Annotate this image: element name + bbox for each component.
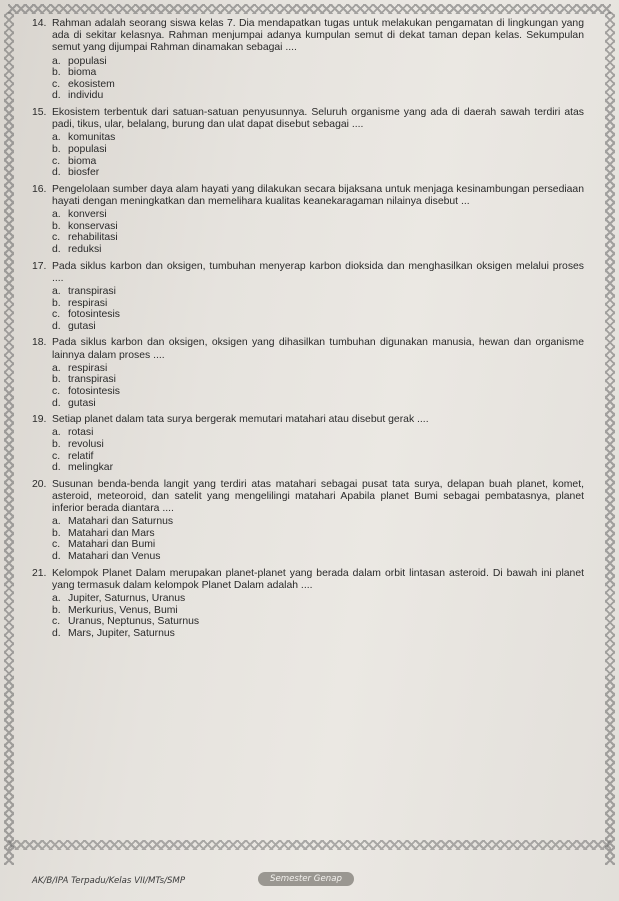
option-text: Uranus, Neptunus, Saturnus bbox=[68, 616, 200, 628]
option-letter: c. bbox=[52, 450, 61, 462]
answer-option bbox=[52, 539, 584, 551]
answer-options bbox=[52, 593, 584, 639]
option-text: populasi bbox=[68, 55, 107, 67]
answer-option bbox=[52, 232, 584, 244]
question-stem bbox=[32, 479, 584, 516]
option-letter: d. bbox=[52, 90, 61, 102]
answer-option bbox=[52, 605, 584, 617]
answer-option bbox=[52, 528, 584, 540]
option-text: individu bbox=[68, 90, 104, 102]
option-letter: d. bbox=[52, 167, 61, 179]
answer-option bbox=[52, 593, 584, 605]
answer-option bbox=[52, 398, 584, 410]
answer-option bbox=[52, 451, 584, 463]
option-text: konversi bbox=[68, 209, 107, 221]
answer-option bbox=[52, 427, 584, 439]
option-text: gutasi bbox=[68, 320, 96, 332]
answer-option bbox=[52, 374, 584, 386]
option-text: relatif bbox=[68, 450, 94, 462]
option-text: biosfer bbox=[68, 167, 100, 179]
option-letter: c. bbox=[52, 616, 61, 628]
option-text: bioma bbox=[68, 67, 97, 79]
option-letter: d. bbox=[52, 243, 61, 255]
page-footer bbox=[0, 868, 619, 894]
option-text: respirasi bbox=[68, 362, 108, 374]
answer-options bbox=[52, 516, 584, 562]
option-letter: a. bbox=[52, 362, 61, 374]
decorative-border-right bbox=[605, 12, 615, 865]
question-number: 17. bbox=[32, 260, 47, 272]
question-number: 18. bbox=[32, 337, 47, 349]
option-letter: a. bbox=[52, 593, 61, 605]
answer-option bbox=[52, 90, 584, 102]
answer-option bbox=[52, 616, 584, 628]
option-text: komunitas bbox=[68, 132, 116, 144]
option-text: respirasi bbox=[68, 297, 108, 309]
answer-option bbox=[52, 209, 584, 221]
question-text: Kelompok Planet Dalam merupakan planet-planet yang berada dalam orbit lintasan asteroid. Di bawah ini planet yang termasuk dalam kelompok Planet Dalam adalah .... bbox=[52, 567, 584, 591]
question-text: Pada siklus karbon dan oksigen, oksigen yang dihasilkan tumbuhan digunakan manusia, hewan dan organisme lainnya dalam proses .... bbox=[52, 337, 584, 361]
option-text: fotosintesis bbox=[68, 309, 120, 321]
option-text: rehabilitasi bbox=[68, 232, 118, 244]
option-letter: d. bbox=[52, 551, 61, 563]
question-item bbox=[32, 568, 584, 640]
option-letter: c. bbox=[52, 78, 61, 90]
option-letter: d. bbox=[52, 320, 61, 332]
option-letter: b. bbox=[52, 220, 61, 232]
answer-option bbox=[52, 167, 584, 179]
question-stem bbox=[32, 18, 584, 55]
option-letter: a. bbox=[52, 427, 61, 439]
question-text: Susunan benda-benda langit yang terdiri atas matahari sebagai pusat tata surya, delapan buah planet, komet, asteroid, meteoroid, dan satelit yang mengelilingi matahari Apabila planet Bumi sebagai pembatasnya, planet inferior berada diantara .... bbox=[52, 478, 584, 515]
question-item bbox=[32, 18, 584, 102]
answer-option bbox=[52, 309, 584, 321]
option-text: Jupiter, Saturnus, Uranus bbox=[68, 593, 186, 605]
option-letter: c. bbox=[52, 539, 61, 551]
question-text: Ekosistem terbentuk dari satuan-satuan penyusunnya. Seluruh organisme yang ada di daerah sawah terdiri atas padi, tikus, ular, belalang, burung dan ulat dapat disebut sebagai .... bbox=[52, 106, 584, 131]
option-text: gutasi bbox=[68, 397, 96, 409]
answer-options bbox=[52, 56, 584, 102]
answer-option bbox=[52, 221, 584, 233]
answer-options bbox=[52, 209, 584, 255]
answer-option bbox=[52, 144, 584, 156]
question-item bbox=[32, 479, 584, 563]
option-letter: d. bbox=[52, 627, 61, 639]
question-item bbox=[32, 184, 584, 256]
answer-options bbox=[52, 132, 584, 178]
option-letter: b. bbox=[52, 143, 61, 155]
answer-option bbox=[52, 56, 584, 68]
decorative-border-top bbox=[8, 4, 611, 14]
option-letter: b. bbox=[52, 604, 61, 616]
answer-option bbox=[52, 298, 584, 310]
answer-option bbox=[52, 286, 584, 298]
footer-course-code: AK/B/IPA Terpadu/Kelas VII/MTs/SMP bbox=[32, 876, 186, 886]
decorative-border-bottom bbox=[8, 840, 611, 850]
option-text: Merkurius, Venus, Bumi bbox=[68, 604, 178, 616]
option-letter: c. bbox=[52, 155, 61, 167]
question-text: Pada siklus karbon dan oksigen, tumbuhan menyerap karbon dioksida dan menghasilkan oksigen melalui proses .... bbox=[52, 260, 584, 284]
option-text: rotasi bbox=[68, 427, 94, 439]
question-number: 16. bbox=[32, 183, 47, 195]
question-text: Setiap planet dalam tata surya bergerak memutari matahari atau disebut gerak .... bbox=[52, 414, 429, 426]
option-text: ekosistem bbox=[68, 78, 115, 90]
question-stem bbox=[32, 184, 584, 208]
question-stem bbox=[32, 107, 584, 131]
answer-option bbox=[52, 244, 584, 256]
question-text: Rahman adalah seorang siswa kelas 7. Dia mendapatkan tugas untuk melakukan pengamatan di lingkungan yang ada di sekitar kelasnya. Rahman menjumpai adanya kumpulan semut di dekat taman depan kelas. Sekumpulan semut yang dijumpai Rahman dinamakan sebagai .... bbox=[52, 18, 584, 54]
option-letter: b. bbox=[52, 374, 61, 386]
question-item bbox=[32, 414, 584, 474]
answer-option bbox=[52, 79, 584, 91]
answer-option bbox=[52, 551, 584, 563]
question-number: 14. bbox=[32, 18, 47, 29]
option-letter: a. bbox=[52, 55, 61, 67]
option-letter: b. bbox=[52, 527, 61, 539]
answer-option bbox=[52, 516, 584, 528]
option-text: reduksi bbox=[68, 243, 102, 255]
question-list bbox=[32, 18, 584, 644]
question-number: 19. bbox=[32, 414, 47, 426]
answer-option bbox=[52, 363, 584, 375]
answer-option bbox=[52, 321, 584, 333]
answer-options bbox=[52, 427, 584, 473]
question-item bbox=[32, 107, 584, 179]
option-text: Matahari dan Venus bbox=[68, 551, 161, 563]
answer-option bbox=[52, 156, 584, 168]
question-text: Pengelolaan sumber daya alam hayati yang dilakukan secara bijaksana untuk menjaga kesinambungan persediaan hayati dengan meningkatkan dan memelihara kualitas keanekaragaman nilainya disebut ... bbox=[52, 183, 584, 207]
option-text: fotosintesis bbox=[68, 385, 120, 397]
option-letter: a. bbox=[52, 209, 61, 221]
option-text: transpirasi bbox=[68, 285, 116, 297]
question-stem bbox=[32, 261, 584, 285]
question-number: 20. bbox=[32, 478, 47, 490]
answer-option bbox=[52, 439, 584, 451]
decorative-border-left bbox=[4, 12, 14, 865]
option-letter: a. bbox=[52, 516, 61, 528]
question-item bbox=[32, 261, 584, 333]
option-letter: c. bbox=[52, 232, 61, 244]
option-text: Mars, Jupiter, Saturnus bbox=[68, 627, 175, 639]
question-stem bbox=[32, 568, 584, 592]
answer-option bbox=[52, 67, 584, 79]
option-letter: a. bbox=[52, 132, 61, 144]
option-text: konservasi bbox=[68, 220, 118, 232]
option-text: Matahari dan Saturnus bbox=[68, 516, 174, 528]
question-stem bbox=[32, 414, 584, 426]
option-text: transpirasi bbox=[68, 374, 116, 386]
question-stem bbox=[32, 337, 584, 361]
option-letter: b. bbox=[52, 67, 61, 79]
option-text: populasi bbox=[68, 143, 107, 155]
answer-options bbox=[52, 286, 584, 332]
option-letter: b. bbox=[52, 297, 61, 309]
option-letter: b. bbox=[52, 438, 61, 450]
answer-option bbox=[52, 386, 584, 398]
option-letter: d. bbox=[52, 462, 61, 474]
option-letter: c. bbox=[52, 385, 61, 397]
answer-options bbox=[52, 363, 584, 409]
option-text: Matahari dan Mars bbox=[68, 527, 155, 539]
option-letter: a. bbox=[52, 285, 61, 297]
answer-option bbox=[52, 628, 584, 640]
option-letter: c. bbox=[52, 309, 61, 321]
option-text: Matahari dan Bumi bbox=[68, 539, 156, 551]
footer-semester-badge: Semester Genap bbox=[258, 872, 354, 886]
answer-option bbox=[52, 462, 584, 474]
option-text: revolusi bbox=[68, 438, 104, 450]
answer-option bbox=[52, 132, 584, 144]
question-number: 21. bbox=[32, 567, 47, 579]
question-number: 15. bbox=[32, 106, 47, 118]
option-text: melingkar bbox=[68, 462, 114, 474]
option-text: bioma bbox=[68, 155, 97, 167]
option-letter: d. bbox=[52, 397, 61, 409]
question-item bbox=[32, 337, 584, 409]
